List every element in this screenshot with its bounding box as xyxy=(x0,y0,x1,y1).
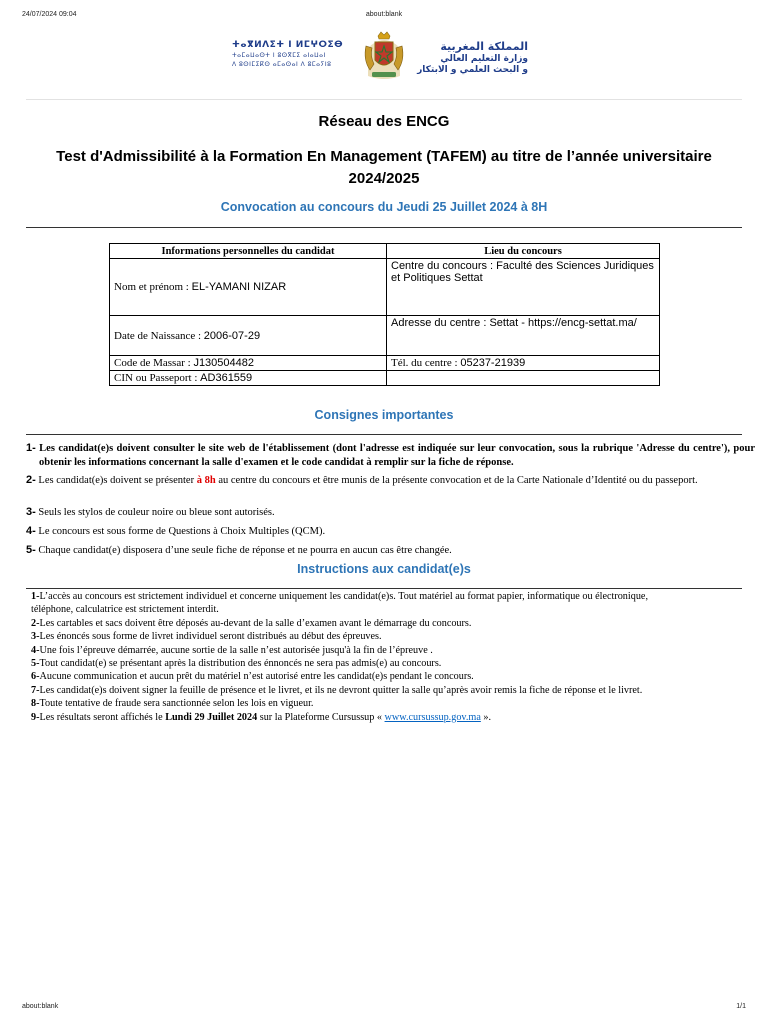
instruction-line: 6-Aucune communication et aucun prêt du matériel n’est autorisé entre les candidat(e)s pendant le concours. xyxy=(31,671,474,683)
cin-cell xyxy=(110,371,387,386)
footer-url: about:blank xyxy=(22,1003,59,1010)
convocation-title: Convocation au concours du Jeudi 25 Juillet 2024 à 8H xyxy=(220,200,548,214)
name-label: Nom et prénom : xyxy=(114,281,192,293)
consigne-item-3 xyxy=(26,506,755,520)
col-header-exam-location: Lieu du concours xyxy=(387,244,660,259)
massar-cell xyxy=(110,356,387,371)
results-date: Lundi 29 Juillet 2024 xyxy=(165,711,258,723)
cin-label: CIN ou Passeport : xyxy=(114,372,201,384)
cursussup-link[interactable]: www.cursussup.gov.ma xyxy=(384,711,481,723)
birth-label: Date de Naissance : xyxy=(114,329,204,342)
consigne-number: 3- xyxy=(26,506,36,518)
birth-value: 2006-07-29 xyxy=(203,329,261,342)
address-label: Adresse du centre : xyxy=(391,317,490,329)
consigne-text: Les candidat(e)s doivent consulter le site web de l'établissement (dont l'adresse est indiquée sur leur convocation, sous la rubrique 'Adresse du centre'), pour obtenir les informations concernant la salle d'examen et le code candidat à remplir sur la fiche de réponse. xyxy=(35,443,755,468)
print-url: about:blank xyxy=(365,11,403,18)
consigne-number: 4- xyxy=(26,525,36,537)
consigne-text: Chaque candidat(e) disposera d’une seule fiche de réponse et ne pourra en aucun cas être changée. xyxy=(35,545,452,556)
phone-cell xyxy=(387,356,660,371)
arabic-title xyxy=(418,40,528,75)
consignes-title: Consignes importantes xyxy=(314,408,454,422)
empty-cell xyxy=(387,371,660,386)
massar-value: J130504482 xyxy=(193,357,254,369)
address-value: Settat - https://encg-settat.ma/ xyxy=(489,317,637,329)
name-value: EL-YAMANI NIZAR xyxy=(191,281,287,293)
consigne-text: Le concours est sous forme de Questions à Choix Multiples (QCM). xyxy=(35,526,326,537)
instruction-line: 8-Toute tentative de fraude sera sanctionnée selon les lois en vigueur. xyxy=(31,698,314,710)
cin-value: AD361559 xyxy=(200,372,253,384)
arabic-line-3: و البحث العلمي و الابتكار xyxy=(417,65,528,75)
consigne-highlight-time: à 8h xyxy=(196,475,216,486)
instruction-line: 4-Une fois l’épreuve démarrée, aucune sortie de la salle n’est autorisée jusqu'à la fin de l’épreuve . xyxy=(31,644,433,656)
print-datetime: 24/07/2024 09:04 xyxy=(22,11,77,18)
header-divider xyxy=(26,99,742,100)
table-row xyxy=(110,316,660,356)
arabic-line-1: المملكة المغربية xyxy=(440,40,528,53)
consignes-divider xyxy=(26,434,742,435)
consigne-item-5 xyxy=(26,544,755,558)
tifinagh-line-3: ⴷ ⵓⵙⵏⵎⵉⴽⵙ ⴰⵎⴰⵙⴰⵏ ⴷ ⵓⵎⴰⵢⵏⵓ xyxy=(232,61,332,68)
consigne-text: Les candidat(e)s doivent se présenter xyxy=(35,475,197,486)
ministry-banner xyxy=(232,30,528,82)
candidate-info-table xyxy=(109,243,660,386)
consigne-number: 5- xyxy=(26,544,36,556)
instruction-line-results: 9-Les résultats seront affichés le Lundi 29 Juillet 2024 sur la Plateforme Cursussup « www.cursussup.gov.ma ». xyxy=(31,711,492,723)
name-cell xyxy=(110,259,387,316)
instruction-line: 5-Tout candidat(e) se présentant après la distribution des énnoncés ne sera pas admis(e) au concours. xyxy=(31,658,442,670)
instruction-line: 2-Les cartables et sacs doivent être déposés au-devant de la salle d’examen avant le démarrage du concours. xyxy=(31,617,472,629)
test-title: Test d'Admissibilité à la Formation En Management (TAFEM) au titre de l’année universitaire 2024/2025 xyxy=(56,148,712,187)
table-row xyxy=(110,356,660,371)
consigne-text: Seuls les stylos de couleur noire ou bleue sont autorisés. xyxy=(35,507,275,518)
convocation-divider xyxy=(26,227,742,228)
instructions-divider xyxy=(26,588,742,589)
table-row xyxy=(110,259,660,316)
phone-value: 05237-21939 xyxy=(460,357,526,369)
consigne-number: 1- xyxy=(26,442,36,454)
consigne-text: au centre du concours et être munis de la présente convocation et de la Carte Nationale d’Identité ou du passeport. xyxy=(215,475,698,486)
tifinagh-line-2: ⵜⴰⵎⴰⵡⴰⵙⵜ ⵏ ⵓⵙⴳⵎⵉ ⴰⵏⴰⵡⴰⵏ xyxy=(232,52,326,59)
instruction-line: 1-L’accès au concours est strictement individuel et concerne uniquement les candidat(e)s. Tout matériel au format papier, informatique ou électronique, xyxy=(31,591,648,602)
consigne-number: 2- xyxy=(26,474,36,486)
network-title: Réseau des ENCG xyxy=(318,113,450,130)
center-label: Centre du concours : xyxy=(391,260,497,272)
address-cell xyxy=(387,316,660,356)
center-cell xyxy=(387,259,660,316)
consigne-item-1 xyxy=(26,442,755,469)
consigne-item-2 xyxy=(26,474,755,488)
tifinagh-title xyxy=(232,40,342,68)
table-header-row xyxy=(110,244,660,259)
birth-cell xyxy=(110,316,387,356)
table-row xyxy=(110,371,660,386)
instruction-line: 7-Les candidat(e)s doivent signer la feuille de présence et le livret, et ils ne devront quitter la salle qu’après avoir remis la fiche de réponse et le livret. xyxy=(31,684,643,696)
arabic-line-2: وزارة التعليم العالي xyxy=(440,54,528,64)
royal-coat-of-arms-icon xyxy=(358,30,410,82)
tifinagh-line-1: ⵜⴰⴳⵍⴷⵉⵜ ⵏ ⵍⵎⵖⵔⵉⴱ xyxy=(232,40,344,50)
instruction-line: téléphone, calculatrice est strictement interdit. xyxy=(31,604,219,616)
center-value: Faculté des Sciences Juridiques et Politiques Settat xyxy=(391,260,654,284)
instructions-list xyxy=(31,590,721,724)
consigne-item-4 xyxy=(26,525,755,539)
page-number: 1/1 xyxy=(736,1003,746,1010)
col-header-personal-info: Informations personnelles du candidat xyxy=(110,244,387,259)
phone-label: Tél. du centre : xyxy=(391,357,461,369)
instruction-line: 3-Les énoncés sous forme de livret individuel seront distribués au début des épreuves. xyxy=(31,631,382,643)
massar-label: Code de Massar : xyxy=(114,357,194,369)
instructions-title: Instructions aux candidat(e)s xyxy=(297,562,471,576)
